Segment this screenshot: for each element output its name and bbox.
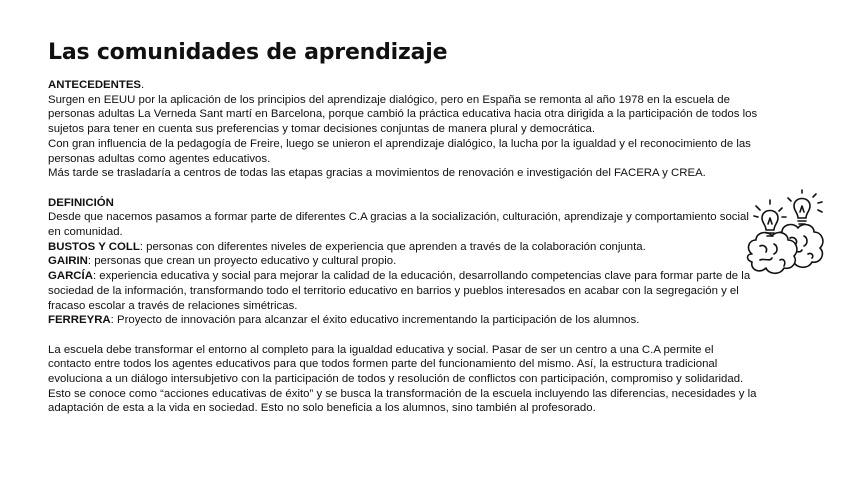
author-name: FERREYRA — [48, 314, 111, 327]
author-definition: : personas con diferentes niveles de experiencia que aprenden a través de la colaboración conjunta. — [139, 240, 646, 253]
antecedentes-paragraph-3: Más tarde se trasladaría a centros de todas las etapas gracias a movimientos de renovación e investigación del FACERA y CREA. — [48, 167, 706, 180]
author-name: GARCÍA — [48, 270, 93, 283]
spacer — [48, 181, 758, 196]
definition-gairin — [48, 254, 758, 269]
author-definition: : personas que crean un proyecto educativo y cultural propio. — [87, 255, 397, 268]
antecedentes-paragraph-2: Con gran influencia de la pedagogía de Freire, luego se unieron el aprendizaje dialógico, la lucha por la igualdad y el reconocimiento de las personas adultas como agentes educativos. — [48, 137, 751, 165]
antecedentes-paragraph-1: Surgen en EEUU por la aplicación de los principios del aprendizaje dialógico, pero en España se remonta al año 1978 en la escuela de personas adultas La Verneda Sant martí en Barcelona, porque cambió la práctica educativa hacia otra dirigida a la participación de todos los sujetos para tener en cuenta sus preferencias y tomar decisiones conjuntas de manera plural y democrática. — [48, 93, 758, 136]
antecedentes-heading-suffix: . — [141, 79, 145, 91]
antecedentes-heading: ANTECEDENTES — [48, 79, 142, 91]
author-name: GAIRIN — [48, 255, 88, 268]
definicion-intro: Desde que nacemos pasamos a formar parte de diferentes C.A gracias a la socialización, culturación, aprendizaje y comportamiento social en comunidad. — [48, 211, 749, 239]
brain-lightbulb-illustration — [742, 188, 834, 280]
lightbulb-icon — [754, 200, 786, 236]
page-title: Las comunidades de aprendizaje — [48, 40, 448, 65]
definition-garcia — [48, 269, 758, 313]
antecedentes-heading-line — [48, 78, 758, 93]
definition-bustos-y-coll — [48, 240, 758, 255]
author-definition: : Proyecto de innovación para alcanzar el éxito educativo incrementando la participación de los alumnos. — [110, 314, 640, 327]
spacer — [48, 328, 758, 343]
content-body — [48, 78, 758, 416]
definition-ferreyra — [48, 313, 758, 328]
lightbulb-icon — [788, 190, 822, 224]
author-definition: : experiencia educativa y social para mejorar la calidad de la educación, desarrollando competencias clave para formar parte de la sociedad de la información, transformando todo el territorio educativo en barrios y pueblos interesados en acabar con la segregación y el fracaso escolar a través de relaciones simétricas. — [48, 270, 751, 312]
author-name: BUSTOS Y COLL — [48, 240, 140, 253]
conclusion-paragraph: La escuela debe transformar el entorno al completo para la igualdad educativa y social. Pasar de ser un centro a una C.A permite el contacto entre todos los agentes educativos para que todos formen parte del funcionamiento del mismo. Así, la estructura tradicional evoluciona a un diálogo intersubjetivo con la participación de todos y resolución de conflictos con participación, compromiso y solidaridad. Esto se conoce como “acciones educativas de éxito” y se busca la transformación de la escuela incluyendo las diferencias, necesidades y la adaptación de esta a la vida en sociedad. Esto no solo beneficia a los alumnos, sino también al profesorado. — [48, 343, 757, 415]
definicion-heading: DEFINICIÓN — [48, 196, 114, 209]
